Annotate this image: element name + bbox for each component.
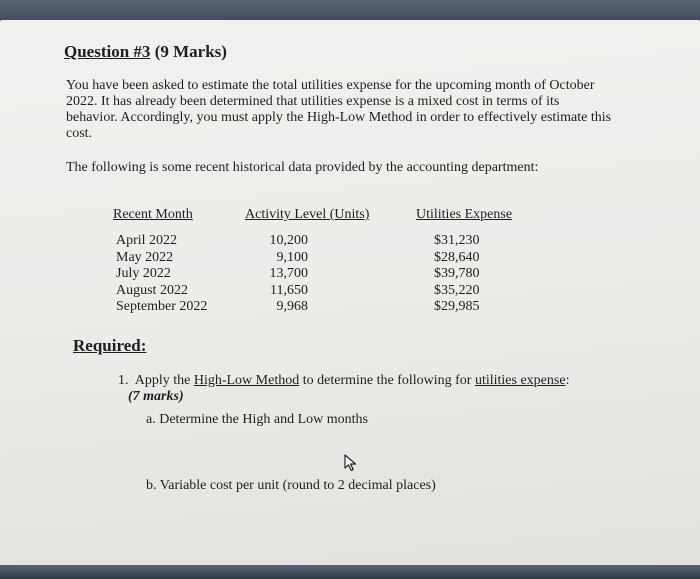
table-cell-expense: $35,220 [434, 282, 480, 298]
table-cell-month: April 2022 [116, 233, 178, 248]
required-item-1 [118, 373, 569, 389]
mouse-pointer-icon [344, 454, 358, 477]
intro-line-2: 2022. It has already been determined that utilities expense is a mixed cost in terms of its [66, 94, 560, 109]
item-marks: (7 marks) [128, 389, 184, 404]
table-cell-expense: $29,985 [434, 299, 480, 314]
table-cell-month: July 2022 [116, 266, 171, 281]
activity-column [256, 233, 308, 316]
intro-line-4: cost. [66, 126, 93, 141]
header-activity: Activity Level (Units) [245, 207, 370, 222]
intro-line-1: You have been asked to estimate the total utilities expense for the upcoming month of October [66, 78, 595, 93]
table-cell-month: May 2022 [116, 249, 174, 265]
item-link-utilities: utilities expense [474, 373, 566, 388]
item-text-post: : [565, 373, 570, 388]
table-cell-activity: 10,200 [269, 233, 308, 248]
item-link-high-low: High-Low Method [193, 373, 300, 388]
table-cell-expense: $28,640 [434, 249, 480, 265]
table-cell-activity: 9,968 [276, 299, 308, 314]
table-cell-activity: 13,700 [269, 266, 308, 281]
data-intro: The following is some recent historical data provided by the accounting department: [66, 160, 539, 175]
item-number: 1. [118, 373, 129, 388]
expense-column [434, 233, 480, 316]
required-heading: Required: [73, 336, 147, 355]
table-cell-activity: 11,650 [270, 282, 308, 298]
question-number: Question #3 [64, 42, 151, 61]
item-text-mid: to determine the following for [299, 373, 475, 388]
header-month: Recent Month [113, 207, 193, 222]
table-cell-activity: 9,100 [276, 249, 308, 265]
sub-item-b: b. Variable cost per unit (round to 2 decimal places) [146, 478, 436, 493]
screen-bottom-bezel [0, 565, 700, 579]
header-expense: Utilities Expense [416, 207, 513, 222]
question-title [64, 42, 227, 62]
table-cell-expense: $31,230 [434, 233, 480, 248]
intro-line-3: behavior. Accordingly, you must apply the High-Low Method in order to effectively estimate this [66, 110, 612, 125]
sub-item-a: a. Determine the High and Low months [146, 412, 369, 427]
table-cell-month: August 2022 [116, 282, 188, 298]
table-cell-month: September 2022 [116, 299, 208, 314]
table-cell-expense: $39,780 [434, 266, 480, 281]
question-marks: (9 Marks) [150, 42, 227, 61]
item-text-pre: Apply the [134, 373, 194, 388]
month-column [116, 233, 207, 316]
